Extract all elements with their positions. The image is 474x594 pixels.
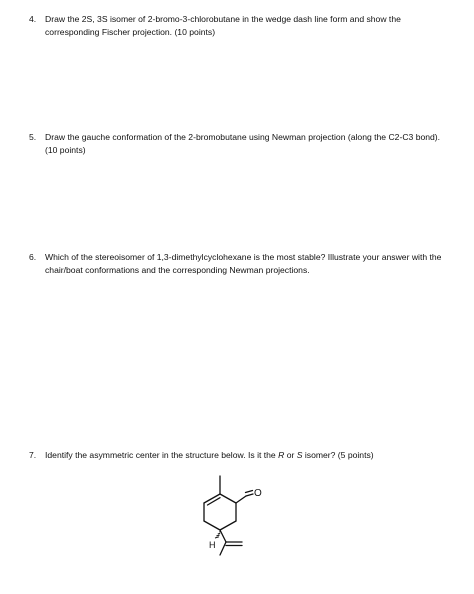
chemical-structure-diagram xyxy=(192,466,272,566)
hashed-wedge-bond xyxy=(215,532,221,538)
hydrogen-label: H xyxy=(209,540,216,550)
carbonyl-bond xyxy=(246,491,253,493)
carbonyl-bond xyxy=(246,494,253,496)
ring-bond xyxy=(220,521,236,530)
methyl-bond xyxy=(220,542,226,555)
ring-bond xyxy=(220,494,236,503)
s-label: S xyxy=(296,450,303,460)
isopropenyl-bond xyxy=(220,530,226,542)
question-number: 6. xyxy=(29,252,37,262)
question-text: Which of the stereoisomer of 1,3-dimethylcyclohexane is the most stable? Illustrate your answer with the chair/boat conformations and the corresponding Newman projections. xyxy=(45,252,442,275)
question-number: 4. xyxy=(29,14,37,24)
aldehyde-bond xyxy=(236,496,246,503)
ring-double-bond xyxy=(208,498,221,505)
question-number: 5. xyxy=(29,132,37,142)
question-text: Identify the asymmetric center in the structure below. Is it the R or S isomer? (5 points) xyxy=(45,450,374,460)
ring-bond xyxy=(204,521,220,530)
oxygen-label: O xyxy=(254,488,262,499)
question-number: 7. xyxy=(29,450,37,460)
r-label: R xyxy=(278,450,285,460)
question-text: Draw the gauche conformation of the 2-bromobutane using Newman projection (along the C2-C3 bond). (10 points) xyxy=(45,132,441,155)
question-text: Draw the 2S, 3S isomer of 2-bromo-3-chlorobutane in the wedge dash line form and show the corresponding Fischer projection. (10 points) xyxy=(45,14,401,37)
